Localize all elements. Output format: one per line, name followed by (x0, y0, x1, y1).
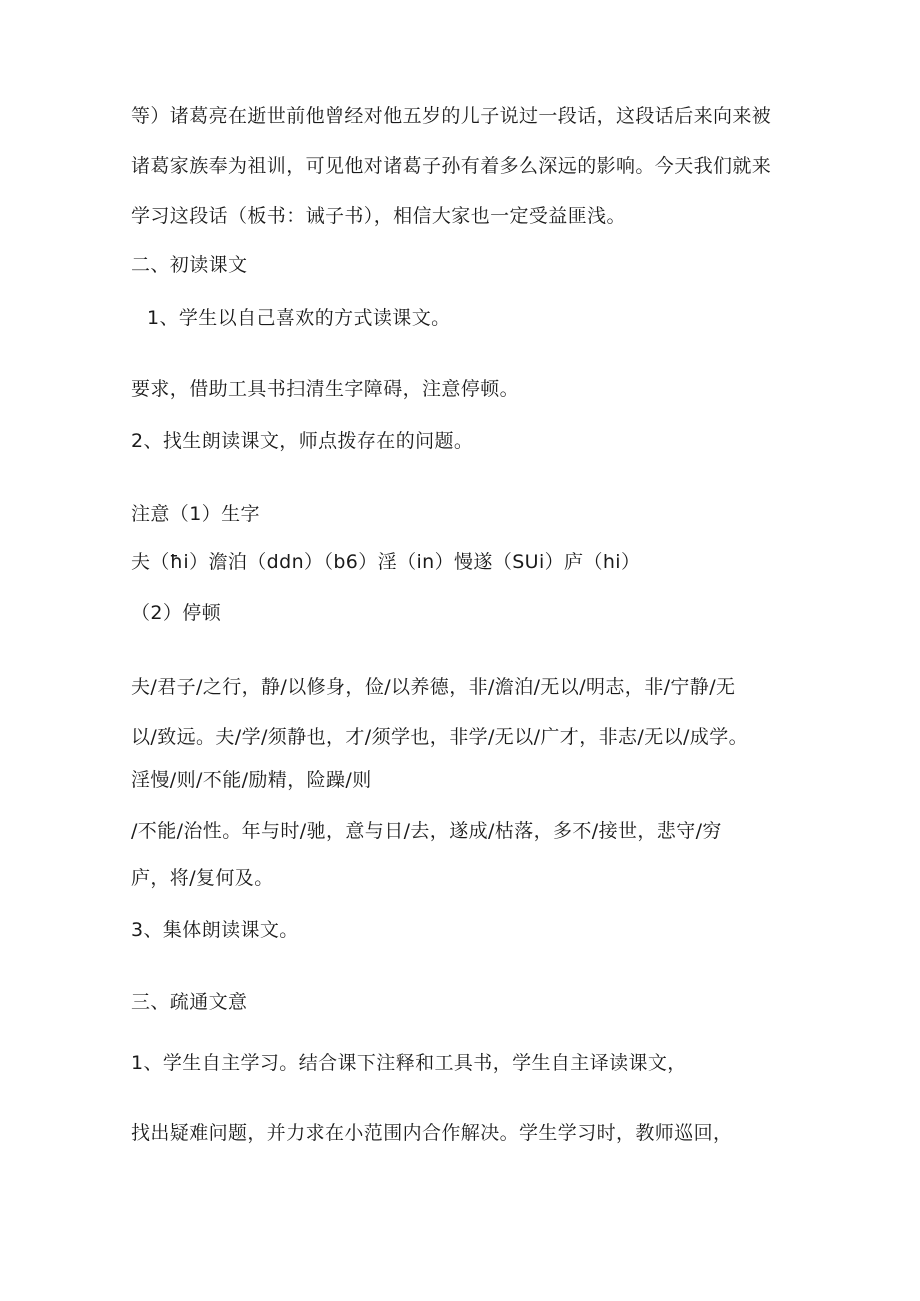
paragraph-line: 学习这段话（板书：诫子书），相信大家也一定受益匪浅。 (131, 205, 626, 227)
list-item: 2、找生朗读课文，师点拨存在的问题。 (131, 430, 474, 452)
paragraph-line: 庐，将/复何及。 (131, 867, 274, 889)
paragraph-line: 诸葛家族奉为祖训，可见他对诸葛子孙有着多么深远的影响。今天我们就来 (131, 155, 772, 177)
paragraph-line: 要求，借助工具书扫清生字障碍，注意停顿。 (131, 378, 520, 400)
section-heading: 二、初读课文 (131, 254, 248, 276)
list-item: 3、集体朗读课文。 (131, 919, 299, 941)
paragraph-line: 淫慢/则/不能/励精，险躁/则 (131, 769, 372, 791)
section-heading: 三、疏通文意 (131, 991, 248, 1013)
paragraph-line: 以/致远。夫/学/须静也，才/须学也，非学/无以/广才，非志/无以/成学。 (131, 726, 749, 748)
paragraph-line: 夫/君子/之行，静/以修身，俭/以养德，非/澹泊/无以/明志，非/宁静/无 (131, 676, 736, 698)
paragraph-line: /不能/治性。年与时/驰，意与日/去，遂成/枯落，多不/接世，悲守/穷 (131, 820, 722, 842)
sub-heading: （2）停顿 (131, 602, 222, 624)
list-item: 1、学生以自己喜欢的方式读课文。 (147, 307, 451, 329)
list-item: 1、学生自主学习。结合课下注释和工具书，学生自主译读课文， (131, 1052, 687, 1074)
paragraph-line: 等）诸葛亮在逝世前他曾经对他五岁的儿子说过一段话，这段话后来向来被 (131, 105, 772, 127)
pronunciation-line: 夫（ħi）澹泊（ddn）（b6）淫（in）慢遂（SUi）庐（hi） (131, 551, 641, 573)
sub-heading: 注意（1）生字 (131, 503, 260, 525)
paragraph-line: 找出疑难问题，并力求在小范围内合作解决。学生学习时，教师巡回， (131, 1122, 733, 1144)
